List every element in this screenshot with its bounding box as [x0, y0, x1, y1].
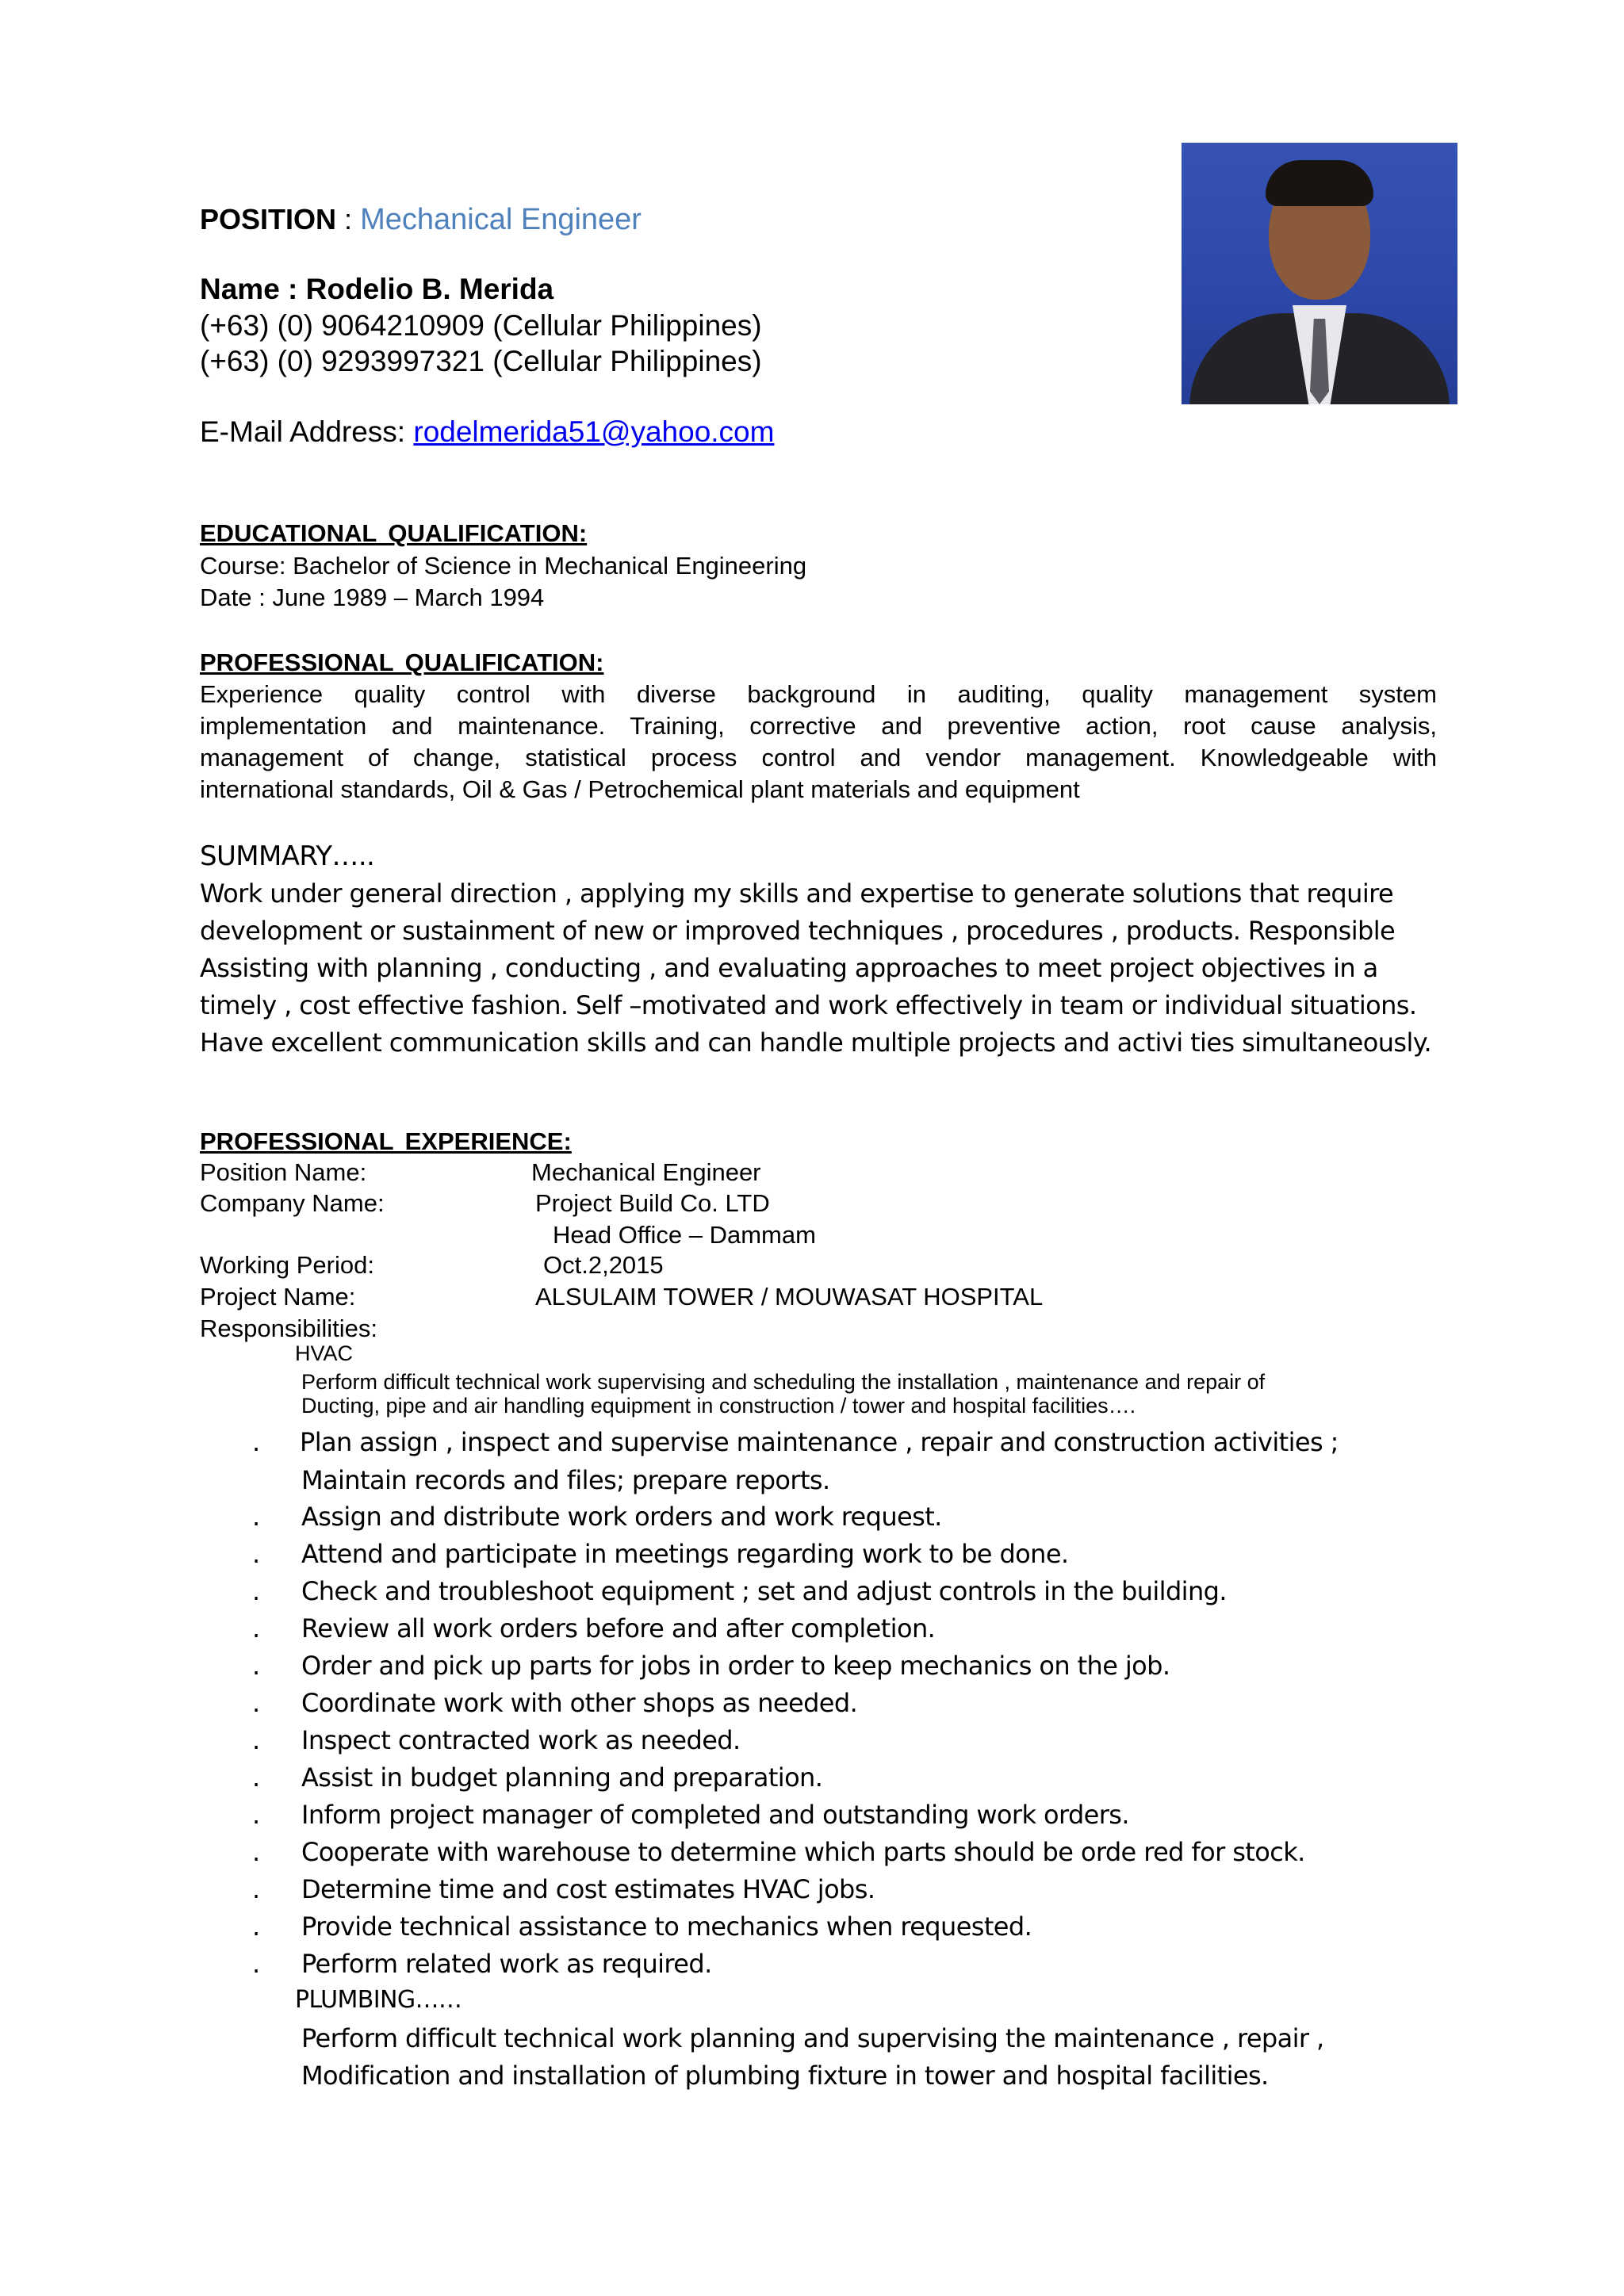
list-item	[252, 1502, 942, 1532]
list-item	[252, 1688, 858, 1718]
working-period-value: Oct.2,2015	[543, 1251, 664, 1279]
responsibilities-label: Responsibilities:	[200, 1314, 377, 1342]
education-date: Date : June 1989 – March 1994	[200, 584, 545, 611]
bullet-mark: .	[252, 1762, 260, 1793]
photo-hair	[1266, 160, 1373, 206]
plumbing-line: Modification and installation of plumbing fixture in tower and hospital facilities.	[301, 2061, 1269, 2091]
hvac-desc-line: Perform difficult technical work supervising and scheduling the installation , maintenance and repair of	[301, 1370, 1266, 1394]
education-heading: EDUCATIONAL QUALIFICATION:	[200, 519, 588, 547]
bullet-text: Order and pick up parts for jobs in order to keep mechanics on the job.	[301, 1651, 1170, 1681]
email-line	[200, 415, 774, 449]
position-name-value: Mechanical Engineer	[531, 1158, 761, 1186]
bullet-text: Assist in budget planning and preparation.	[301, 1762, 823, 1793]
summary-line: timely , cost effective fashion. Self –motivated and work effectively in team or individual situations.	[200, 990, 1417, 1020]
email-link[interactable]: rodelmerida51@yahoo.com	[413, 415, 775, 448]
position-value: Mechanical Engineer	[360, 203, 642, 236]
list-item	[252, 1800, 1129, 1830]
prof-qualification-line: international standards, Oil & Gas / Petrochemical plant materials and equipment	[200, 775, 1080, 803]
list-item	[252, 1762, 823, 1793]
company-name-label: Company Name:	[200, 1189, 385, 1217]
bullet-text: Coordinate work with other shops as needed.	[301, 1688, 858, 1718]
position-name-label: Position Name:	[200, 1158, 367, 1186]
bullet-mark: .	[252, 1613, 260, 1644]
list-item	[252, 1949, 712, 1979]
prof-qualification-line: management of change, statistical process control and vendor management. Knowledgeable with	[200, 744, 1437, 771]
summary-line: Assisting with planning , conducting , and evaluating approaches to meet project objectives in a	[200, 953, 1378, 983]
phone-2: (+63) (0) 9293997321 (Cellular Philippines)	[200, 345, 762, 377]
list-item	[252, 1539, 1069, 1569]
experience-heading: PROFESSIONAL EXPERIENCE:	[200, 1127, 572, 1155]
bullet-text: Perform related work as required.	[301, 1949, 712, 1979]
plumbing-line: Perform difficult technical work planning and supervising the maintenance , repair ,	[301, 2023, 1324, 2053]
prof-qualification-line: implementation and maintenance. Training, corrective and preventive action, root cause analysis,	[200, 712, 1437, 740]
project-name-value: ALSULAIM TOWER / MOUWASAT HOSPITAL	[535, 1283, 1044, 1311]
list-item	[252, 1911, 1032, 1942]
hvac-label: HVAC	[295, 1341, 354, 1365]
bullet-mark: .	[252, 1502, 260, 1532]
bullet-text: Provide technical assistance to mechanics when requested.	[301, 1911, 1032, 1942]
bullet-text: Check and troubleshoot equipment ; set and adjust controls in the building.	[301, 1576, 1227, 1606]
bullet-text: Inspect contracted work as needed.	[301, 1725, 741, 1755]
position-label: POSITION	[200, 203, 337, 235]
working-period-label: Working Period:	[200, 1251, 374, 1279]
profile-photo	[1182, 143, 1457, 404]
bullet-text: Plan assign , inspect and supervise maintenance , repair and construction activities ;	[300, 1427, 1339, 1457]
candidate-name: Name : Rodelio B. Merida	[200, 273, 554, 305]
company-name-value: Project Build Co. LTD	[535, 1189, 770, 1217]
bullet-mark: .	[252, 1800, 260, 1830]
hvac-desc-line: Ducting, pipe and air handling equipment in construction / tower and hospital facilities….	[301, 1394, 1136, 1418]
bullet-mark: .	[252, 1576, 260, 1606]
summary-line: Work under general direction , applying my skills and expertise to generate solutions that require	[200, 878, 1394, 909]
bullet-mark: .	[252, 1837, 260, 1867]
bullet-text: Attend and participate in meetings regarding work to be done.	[301, 1539, 1069, 1569]
bullet-mark: .	[252, 1874, 260, 1904]
bullet-text: Review all work orders before and after completion.	[301, 1613, 936, 1644]
bullet-text: Determine time and cost estimates HVAC jobs.	[301, 1874, 875, 1904]
bullet-continuation: Maintain records and files; prepare reports.	[301, 1465, 830, 1495]
prof-qualification-heading: PROFESSIONAL QUALIFICATION:	[200, 649, 604, 676]
email-label: E-Mail Address:	[200, 415, 406, 448]
bullet-mark: .	[252, 1427, 260, 1457]
bullet-mark: .	[252, 1725, 260, 1755]
position-line	[200, 203, 642, 237]
list-item	[252, 1874, 875, 1904]
company-office: Head Office – Dammam	[553, 1221, 816, 1249]
summary-heading: SUMMARY…..	[200, 840, 375, 872]
list-item	[252, 1427, 1339, 1457]
list-item	[252, 1651, 1170, 1681]
bullet-text: Assign and distribute work orders and work request.	[301, 1502, 942, 1532]
project-name-label: Project Name:	[200, 1283, 356, 1311]
bullet-mark: .	[252, 1688, 260, 1718]
position-sep: :	[344, 203, 353, 235]
list-item	[252, 1576, 1227, 1606]
summary-line: development or sustainment of new or improved techniques , procedures , products. Responsible	[200, 916, 1396, 946]
plumbing-label: PLUMBING……	[295, 1986, 462, 2014]
bullet-mark: .	[252, 1539, 260, 1569]
summary-line: Have excellent communication skills and can handle multiple projects and activi ties simultaneously.	[200, 1027, 1432, 1058]
bullet-mark: .	[252, 1949, 260, 1979]
bullet-text: Inform project manager of completed and outstanding work orders.	[301, 1800, 1129, 1830]
phone-1: (+63) (0) 9064210909 (Cellular Philippines)	[200, 309, 762, 342]
education-course: Course: Bachelor of Science in Mechanical Engineering	[200, 552, 807, 580]
prof-qualification-line: Experience quality control with diverse background in auditing, quality management system	[200, 680, 1437, 708]
bullet-mark: .	[252, 1911, 260, 1942]
list-item	[252, 1837, 1305, 1867]
list-item	[252, 1725, 741, 1755]
bullet-text: Cooperate with warehouse to determine which parts should be orde red for stock.	[301, 1837, 1305, 1867]
bullet-mark: .	[252, 1651, 260, 1681]
list-item	[252, 1613, 936, 1644]
